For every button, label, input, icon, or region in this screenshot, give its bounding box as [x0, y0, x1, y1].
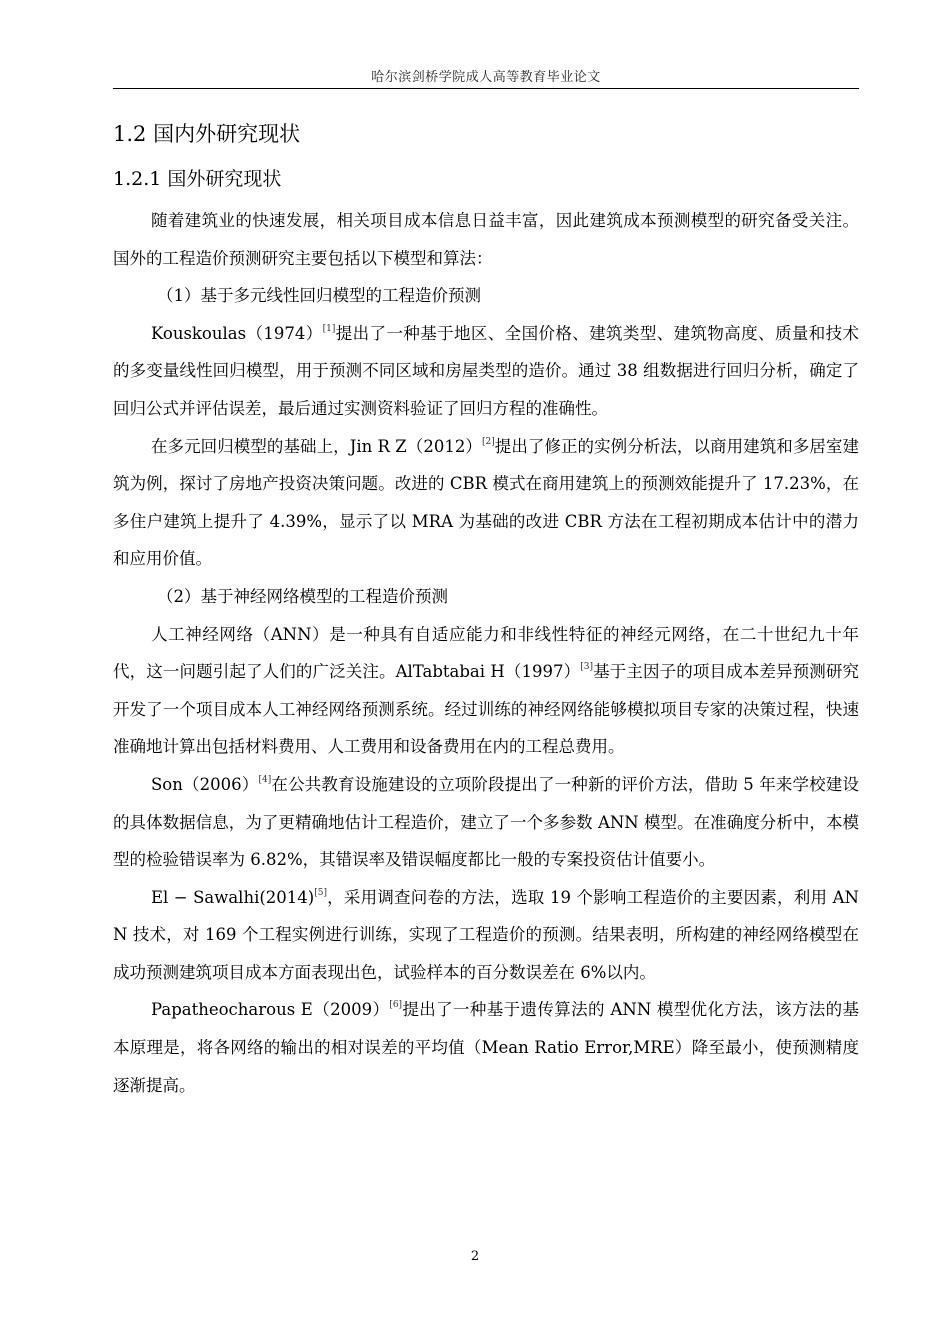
subheading-neural-network: （2）基于神经网络模型的工程造价预测	[157, 586, 448, 606]
paragraph-el-sawalhi	[113, 879, 859, 992]
citation-ref: [4]	[258, 774, 272, 785]
citation-ref: [2]	[481, 436, 495, 447]
document-body	[113, 118, 859, 1104]
citation-ref: [1]	[322, 323, 336, 334]
subheading-regression: （1）基于多元线性回归模型的工程造价预测	[157, 286, 481, 306]
paragraph-intro: 随着建筑业的快速发展，相关项目成本信息日益丰富，因此建筑成本预测模型的研究备受关注。国外的工程造价预测研究主要包括以下模型和算法：	[113, 211, 859, 268]
citation-author: 在多元回归模型的基础上，Jin R Z（2012）	[151, 436, 482, 456]
citation-author: 人工神经网络（ANN）是一种具有自适应能力和非线性特征的神经元网络，在二十世纪九十年代，这一问题引起了人们的广泛关注。AlTabtabai H（1997）	[113, 624, 859, 682]
paragraph-papatheocharous	[113, 991, 859, 1104]
paragraph-text: 提出了一种基于遗传算法的 ANN 模型优化方法，该方法的基本原理是，将各网络的输出的相对误差的平均值（Mean Ratio Error,MRE）降至最小，使预测精度逐渐提高。	[113, 1000, 859, 1095]
citation-author: Son（2006）	[151, 774, 259, 794]
paragraph-ann	[113, 616, 859, 766]
citation-author: El − Sawalhi(2014)	[151, 887, 315, 907]
header-rule	[113, 88, 859, 89]
subsection-heading: 1.2.1 国外研究现状	[113, 168, 282, 190]
paragraph-son	[113, 766, 859, 879]
paragraph-text: 提出了一种基于地区、全国价格、建筑类型、建筑物高度、质量和技术的多变量线性回归模型，用于预测不同区域和房屋类型的造价。通过 38 组数据进行回归分析，确定了回归公式并评估误差，最后通过实测资料验证了回归方程的准确性。	[113, 323, 860, 418]
citation-ref: [5]	[314, 887, 327, 898]
paragraph-text: 在公共教育设施建设的立项阶段提出了一种新的评价方法，借助 5 年来学校建设的具体数据信息，为了更精确地估计工程造价，建立了一个多参数 ANN 模型。在准确度分析中，本模型的检验错误率为 6.82%，其错误率及错误幅度都比一般的专案投资估计值要小。	[113, 774, 859, 870]
citation-author: Kouskoulas（1974）	[151, 323, 323, 343]
page-number: 2	[470, 1249, 480, 1264]
citation-ref: [3]	[580, 662, 594, 673]
paragraph-jin	[113, 428, 859, 578]
paragraph-text: 提出了修正的实例分析法，以商用建筑和多居室建筑为例，探讨了房地产投资决策问题。改进的 CBR 模式在商用建筑上的预测效能提升了 17.23%，在多住户建筑上提升了 4.39%，显示了以 MRA 为基础的改进 CBR 方法在工程初期成本估计中的潜力和应用价值。	[113, 436, 860, 569]
running-header: 哈尔滨剑桥学院成人高等教育毕业论文	[371, 70, 601, 85]
paragraph-kouskoulas	[113, 315, 859, 428]
section-heading: 1.2 国内外研究现状	[113, 122, 301, 146]
citation-ref: [6]	[389, 1000, 403, 1011]
paragraph-text: 基于主因子的项目成本差异预测研究开发了一个项目成本人工神经网络预测系统。经过训练的神经网络能够模拟项目专家的决策过程，快速准确地计算出包括材料费用、人工费用和设备费用在内的工程总费用。	[113, 662, 860, 757]
citation-author: Papatheocharous E（2009）	[151, 1000, 390, 1020]
paragraph-text: ，采用调查问卷的方法，选取 19 个影响工程造价的主要因素，利用 ANN 技术，对 169 个工程实例进行训练，实现了工程造价的预测。结果表明，所构建的神经网络模型在成功预测建筑项目成本方面表现出色，试验样本的百分数误差在 6%以内。	[113, 887, 859, 982]
